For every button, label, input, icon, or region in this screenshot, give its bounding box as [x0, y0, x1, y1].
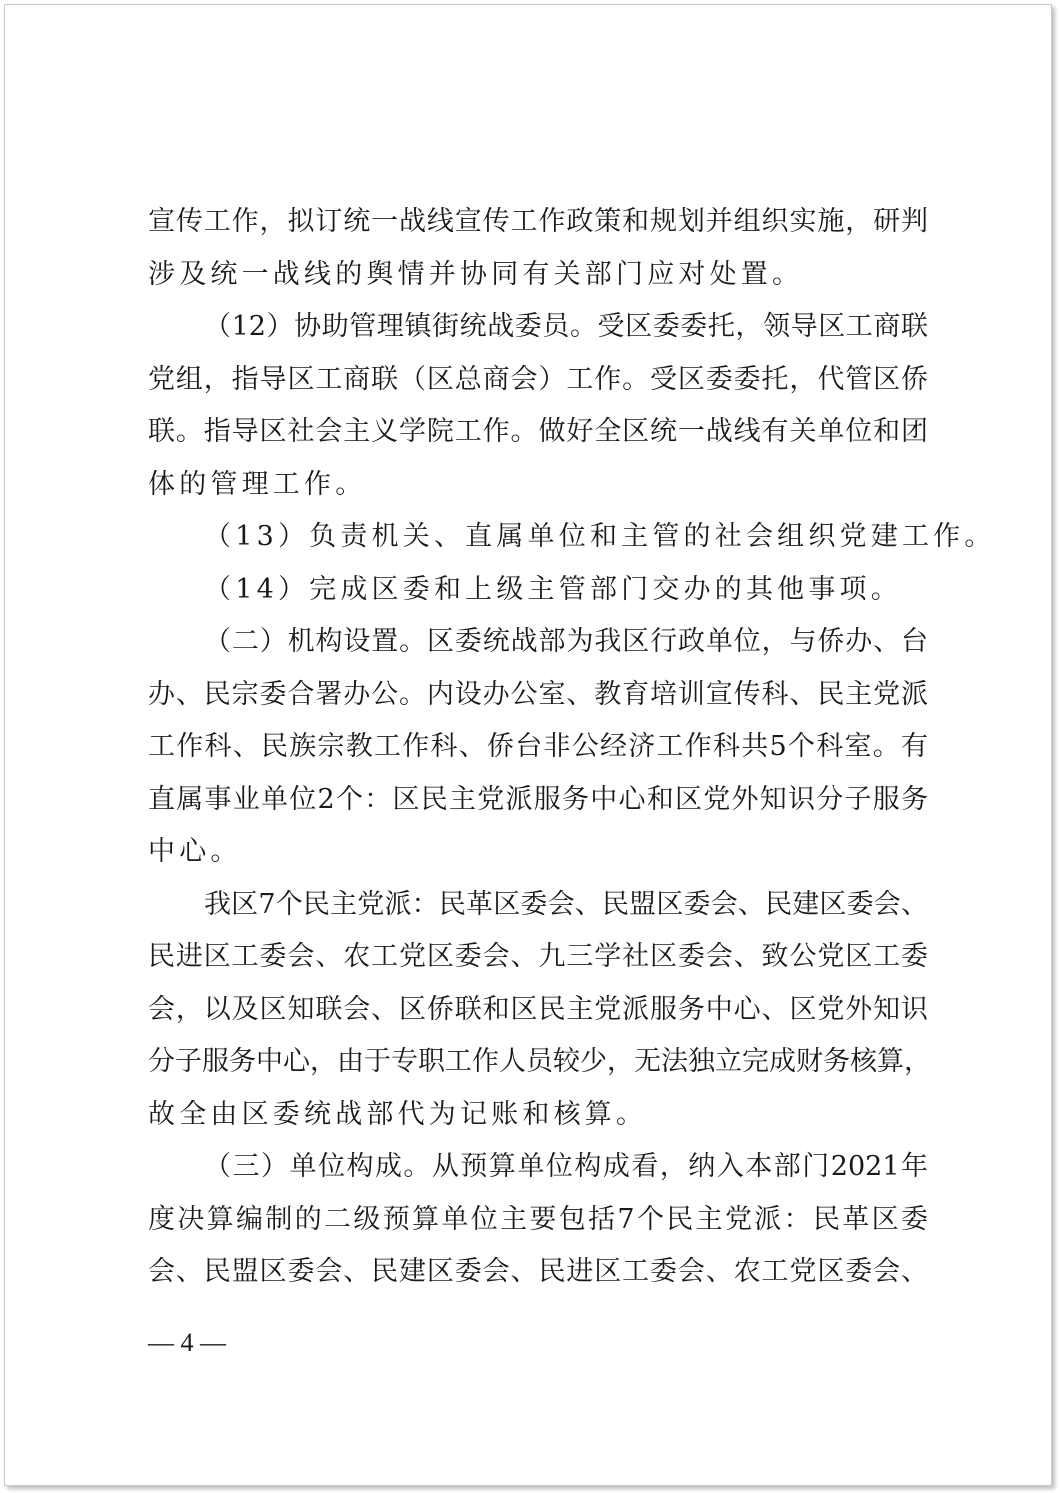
text-line-18: 故全由区委统战部代为记账和核算。 — [148, 1098, 648, 1130]
text-line-21: 会、民盟区委会、民建区委会、民进区工委会、农工党区委会、 — [148, 1256, 928, 1287]
body-text — [148, 196, 996, 1299]
text-line-2: 涉及统一战线的舆情并协同有关部门应对处置。 — [148, 258, 804, 290]
text-line-16: 会，以及区知联会、区侨联和区民主党派服务中心、区党外知识 — [148, 993, 928, 1025]
text-line-11: 工作科、民族宗教工作科、侨台非公经济工作科共5个科室。有 — [148, 731, 928, 762]
text-line-13: 中心。 — [148, 836, 242, 867]
page-number: — 4 — — [148, 1328, 226, 1357]
text-line-14: 我区7个民主党派：民革区委会、民盟区委会、民建区委会、 — [204, 888, 928, 920]
text-line-8: （14）完成区委和上级主管部门交办的其他事项。 — [204, 573, 902, 605]
text-line-19: （三）单位构成。从预算单位构成看，纳入本部门2021年 — [204, 1151, 928, 1182]
text-line-1: 宣传工作，拟订统一战线宣传工作政策和规划并组织实施，研判 — [148, 206, 928, 237]
text-line-20: 度决算编制的二级预算单位主要包括7个民主党派：民革区委 — [148, 1203, 928, 1235]
text-line-12: 直属事业单位2个：区民主党派服务中心和区党外知识分子服务 — [148, 783, 928, 815]
text-line-15: 民进区工委会、农工党区委会、九三学社区委会、致公党区工委 — [148, 941, 928, 972]
text-line-17: 分子服务中心，由于专职工作人员较少，无法独立完成财务核算， — [148, 1046, 931, 1077]
text-line-4: 党组，指导区工商联（区总商会）工作。受区委委托，代管区侨 — [148, 363, 928, 395]
text-line-5: 联。指导区社会主义学院工作。做好全区统一战线有关单位和团 — [148, 416, 928, 447]
text-line-9: （二）机构设置。区委统战部为我区行政单位，与侨办、台 — [204, 626, 928, 657]
text-line-3: （12）协助管理镇街统战委员。受区委委托，领导区工商联 — [204, 311, 928, 342]
text-line-10: 办、民宗委合署办公。内设办公室、教育培训宣传科、民主党派 — [148, 678, 928, 710]
text-line-7: （13）负责机关、直属单位和主管的社会组织党建工作。 — [204, 521, 996, 552]
text-line-6: 体的管理工作。 — [148, 468, 367, 500]
